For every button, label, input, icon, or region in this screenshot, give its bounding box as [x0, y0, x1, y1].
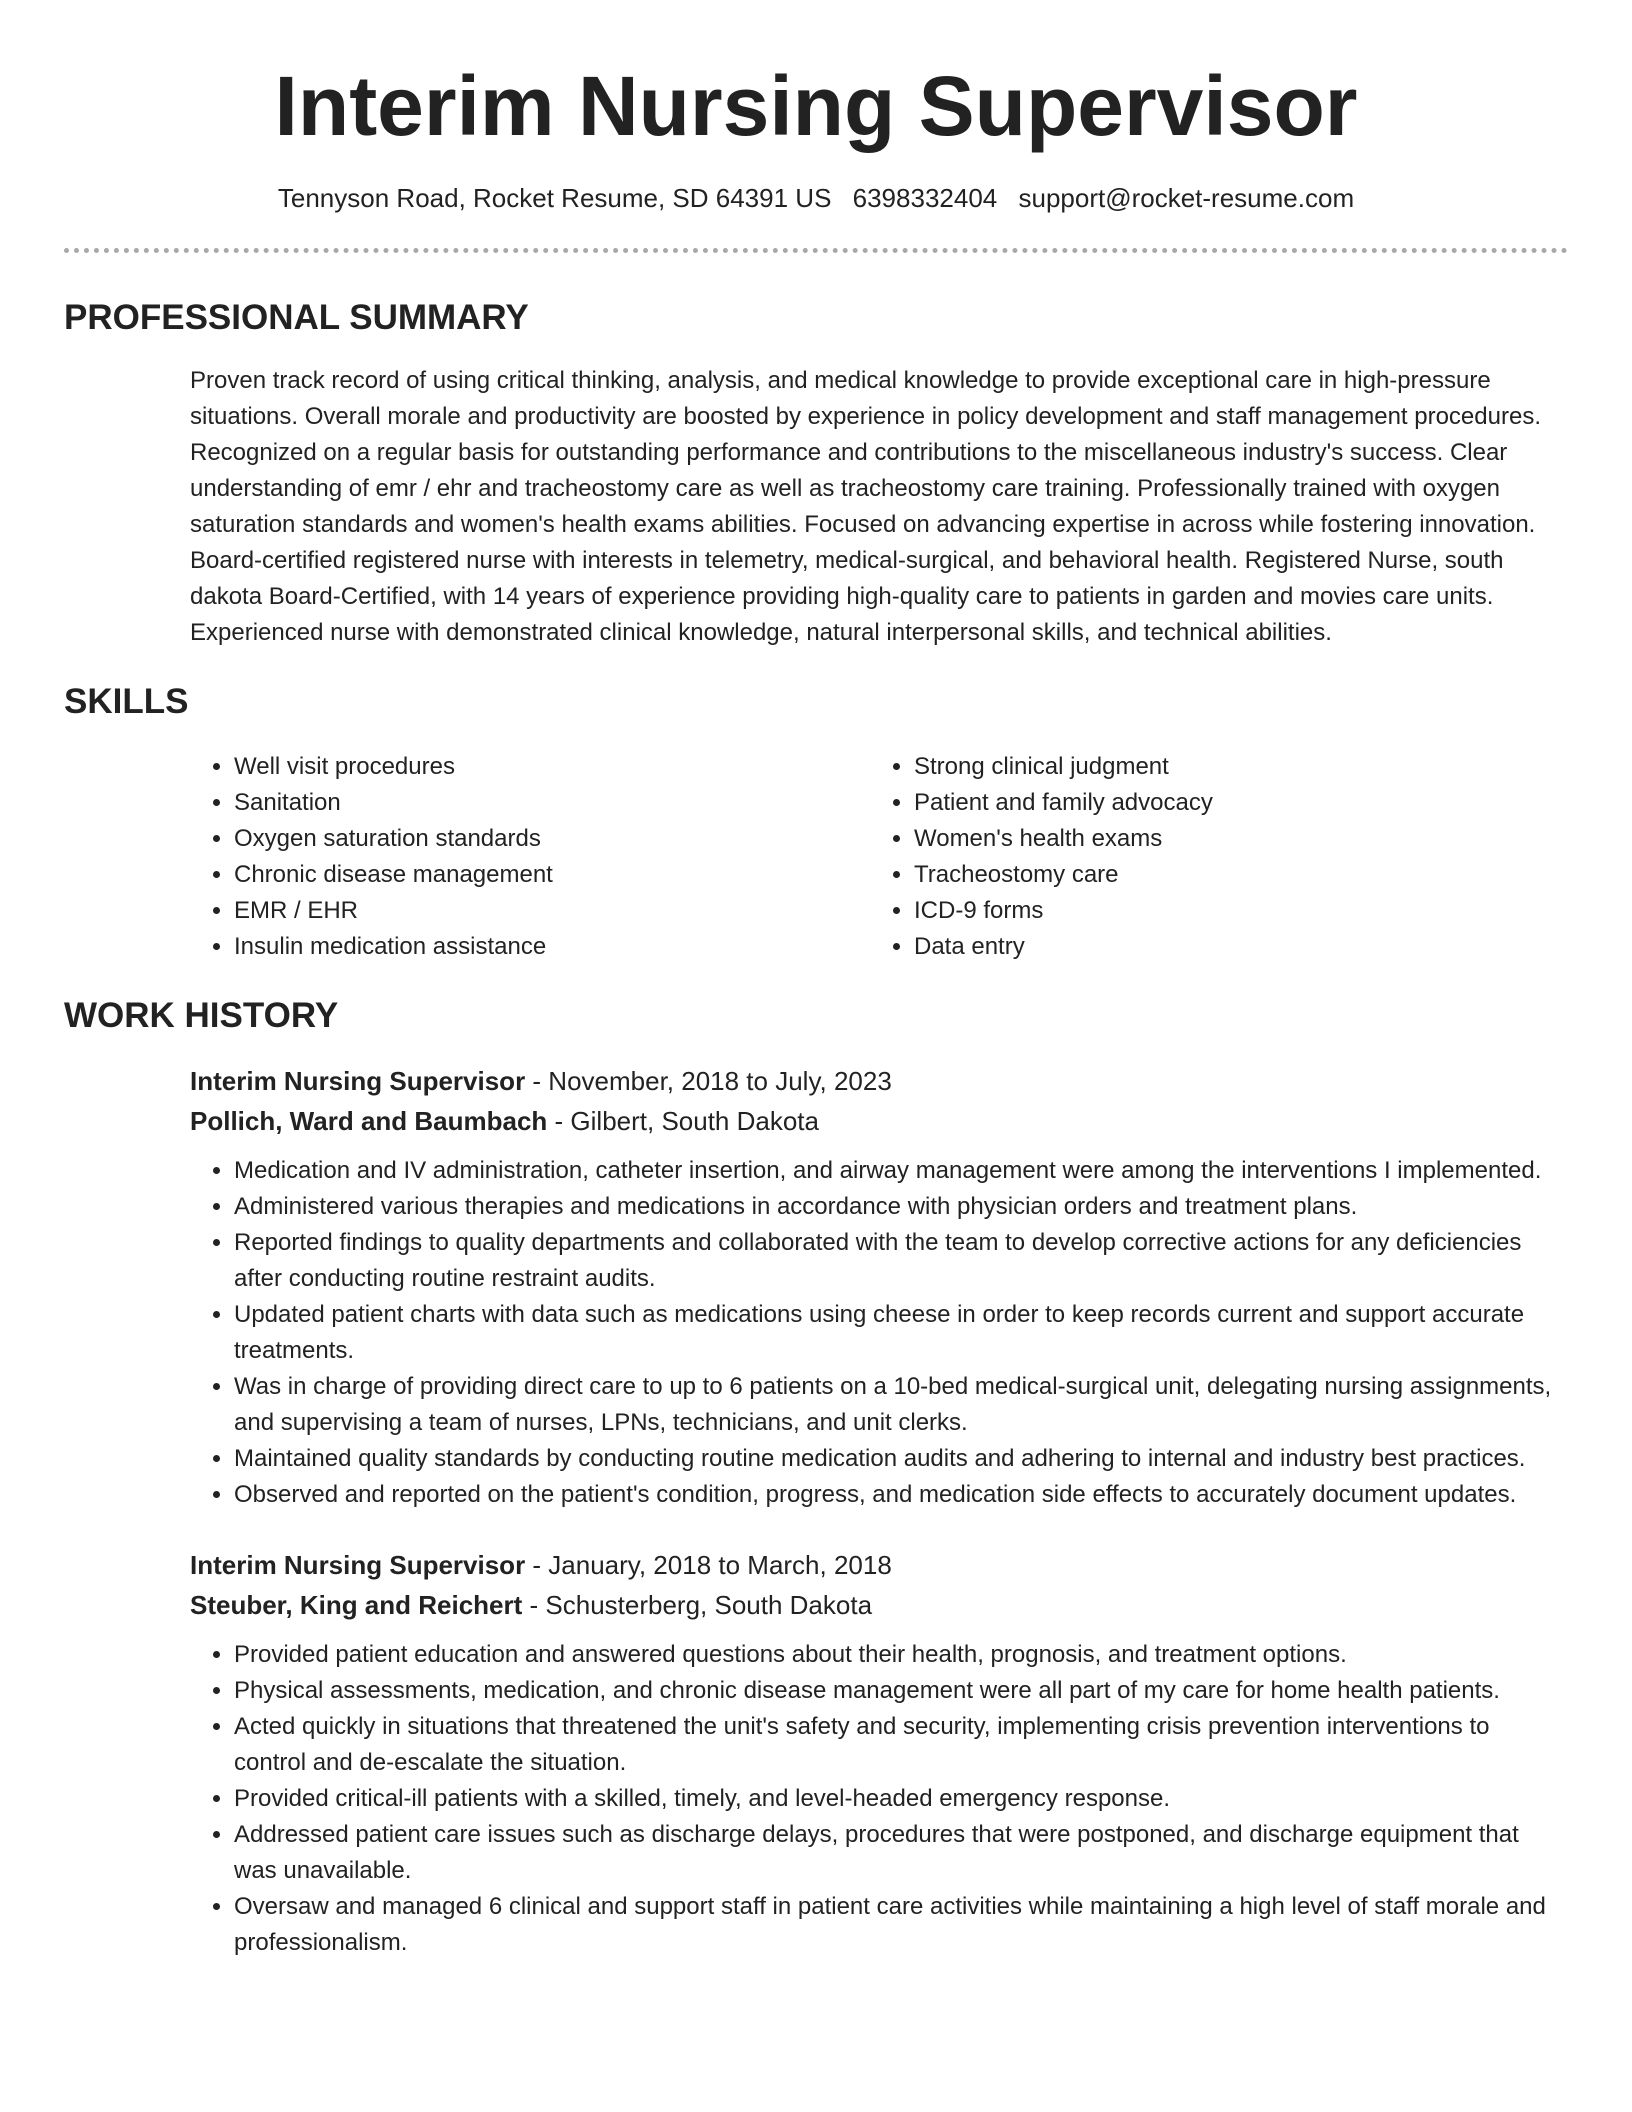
job-duty-item: • Reported findings to quality departments and collaborated with the team to develop corrective actions for any deficiencies after conducting routine restraint audits.: [234, 1225, 1568, 1297]
contact-phone: 6398332404: [852, 182, 998, 213]
skill-item: • Data entry: [914, 929, 1550, 965]
skill-item: • Tracheostomy care: [914, 857, 1550, 893]
job-role-line: [190, 1061, 1568, 1101]
skill-item: • EMR / EHR: [234, 893, 870, 929]
summary-section-title: PROFESSIONAL SUMMARY: [64, 297, 529, 337]
header-divider: [64, 248, 1568, 253]
summary-paragraph: Proven track record of using critical thinking, analysis, and medical knowledge to provide exceptional care in high-pressure situations. Overall morale and productivity are boosted by experience in policy development and staff management procedures. Recognized on a regular basis for outstanding performance and contributions to the miscellaneous industry's success. Clear understanding of emr / ehr and tracheostomy care as well as tracheostomy care training. Professionally trained with oxygen saturation standards and women's health exams abilities. Focused on advancing expertise in across while fostering innovation. Board-certified registered nurse with interests in telemetry, medical-surgical, and behavioral health. Registered Nurse, south dakota Board-Certified, with 14 years of experience providing high-quality care to patients in garden and movies care units. Experienced nurse with demonstrated clinical knowledge, natural interpersonal skills, and technical abilities.: [190, 366, 1541, 646]
contact-address: Tennyson Road, Rocket Resume, SD 64391 US: [277, 182, 832, 213]
job-duty-item: • Updated patient charts with data such as medications using cheese in order to keep records current and support accurate treatments.: [234, 1297, 1568, 1369]
job-company-line: [190, 1585, 1568, 1625]
skills-list-right: [870, 749, 1550, 965]
contact-line: [64, 183, 1568, 214]
skill-item: • ICD-9 forms: [914, 893, 1550, 929]
skill-item: • Women's health exams: [914, 821, 1550, 857]
job-duty-item: • Physical assessments, medication, and chronic disease management were all part of my care for home health patients.: [234, 1673, 1568, 1709]
job-company-line: [190, 1101, 1568, 1141]
job-entry: [190, 1061, 1568, 1513]
job-company: Steuber, King and Reichert: [190, 1589, 523, 1620]
job-location: - Schusterberg, South Dakota: [522, 1589, 873, 1620]
job-entry: [190, 1545, 1568, 1961]
resume-name-heading: Interim Nursing Supervisor: [274, 59, 1358, 153]
skill-item: • Insulin medication assistance: [234, 929, 870, 965]
skill-item: • Strong clinical judgment: [914, 749, 1550, 785]
work-history-section-title: WORK HISTORY: [64, 995, 339, 1035]
skills-list-left: [190, 749, 870, 965]
skill-item: • Patient and family advocacy: [914, 785, 1550, 821]
job-duty-item: • Oversaw and managed 6 clinical and support staff in patient care activities while maintaining a high level of staff morale and professionalism.: [234, 1889, 1568, 1961]
skill-item: • Chronic disease management: [234, 857, 870, 893]
job-duty-item: • Medication and IV administration, catheter insertion, and airway management were among the interventions I implemented.: [234, 1153, 1568, 1189]
skills-grid: [190, 749, 1568, 965]
job-duty-item: • Provided critical-ill patients with a skilled, timely, and level-headed emergency response.: [234, 1781, 1568, 1817]
job-duty-item: • Was in charge of providing direct care to up to 6 patients on a 10-bed medical-surgical unit, delegating nursing assignments, and supervising a team of nurses, LPNs, technicians, and unit clerks.: [234, 1369, 1568, 1441]
job-role: Interim Nursing Supervisor: [190, 1065, 526, 1096]
skill-item: • Sanitation: [234, 785, 870, 821]
job-duties-list: [190, 1637, 1568, 1961]
contact-email: support@rocket-resume.com: [1018, 182, 1355, 213]
job-role-line: [190, 1545, 1568, 1585]
job-duty-item: • Provided patient education and answered questions about their health, prognosis, and treatment options.: [234, 1637, 1568, 1673]
skill-item: • Well visit procedures: [234, 749, 870, 785]
job-duty-item: • Acted quickly in situations that threatened the unit's safety and security, implementing crisis prevention interventions to control and de-escalate the situation.: [234, 1709, 1568, 1781]
job-dates: - January, 2018 to March, 2018: [525, 1549, 892, 1580]
job-location: - Gilbert, South Dakota: [547, 1105, 819, 1136]
job-duty-item: • Maintained quality standards by conducting routine medication audits and adhering to internal and industry best practices.: [234, 1441, 1568, 1477]
job-duty-item: • Observed and reported on the patient's condition, progress, and medication side effects to accurately document updates.: [234, 1477, 1568, 1513]
job-duties-list: [190, 1153, 1568, 1513]
job-duty-item: • Addressed patient care issues such as discharge delays, procedures that were postponed, and discharge equipment that was unavailable.: [234, 1817, 1568, 1889]
job-role: Interim Nursing Supervisor: [190, 1549, 526, 1580]
skills-section-title: SKILLS: [64, 681, 189, 721]
job-duty-item: • Administered various therapies and medications in accordance with physician orders and treatment plans.: [234, 1189, 1568, 1225]
job-company: Pollich, Ward and Baumbach: [190, 1105, 548, 1136]
job-dates: - November, 2018 to July, 2023: [525, 1065, 892, 1096]
skill-item: • Oxygen saturation standards: [234, 821, 870, 857]
